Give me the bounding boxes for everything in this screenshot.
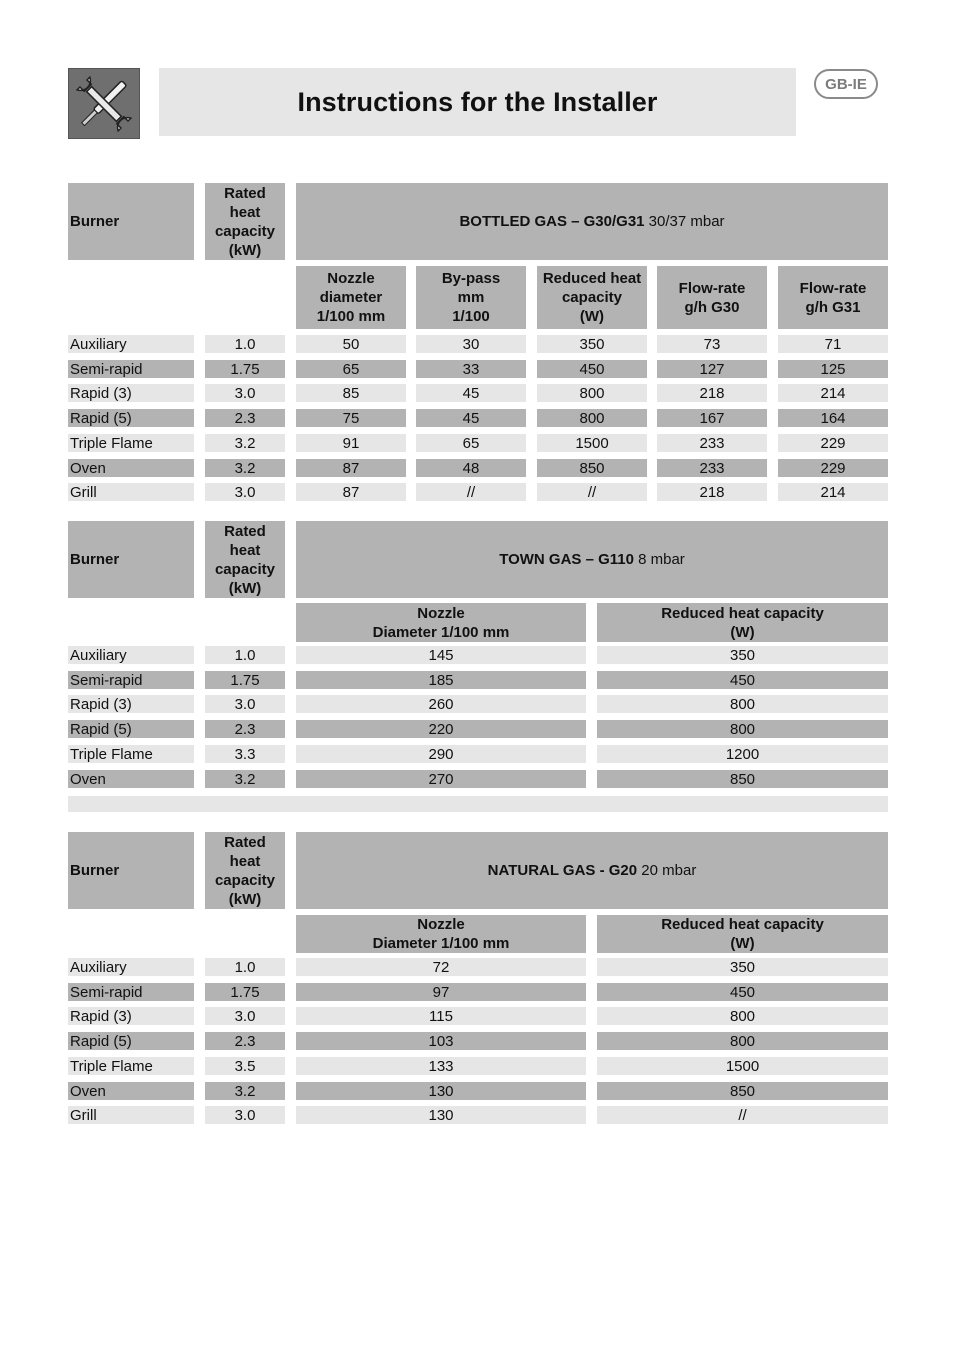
gas-type-header	[296, 183, 888, 260]
value-cell: 167	[657, 409, 767, 427]
value-cell: 290	[296, 745, 586, 763]
value-cell: 233	[657, 459, 767, 477]
rated-capacity-cell: 3.2	[205, 459, 285, 477]
value-cell: 350	[597, 646, 888, 664]
value-cell: 145	[296, 646, 586, 664]
value-cell: 72	[296, 958, 586, 976]
value-cell: 800	[597, 720, 888, 738]
burner-name-cell: Oven	[68, 770, 194, 788]
value-cell: 350	[537, 335, 647, 353]
rated-capacity-cell: 3.0	[205, 483, 285, 501]
column-header: Nozzle Diameter 1/100 mm	[296, 915, 586, 953]
rated-capacity-cell: 3.0	[205, 1007, 285, 1025]
value-cell: 800	[597, 1032, 888, 1050]
column-header: Flow-rate g/h G30	[657, 266, 767, 329]
value-cell: 65	[296, 360, 406, 378]
rated-capacity-cell: 1.75	[205, 671, 285, 689]
table-separator	[68, 796, 888, 812]
value-cell: 850	[597, 1082, 888, 1100]
rated-capacity-header: Rated heat capacity (kW)	[205, 521, 285, 598]
value-cell: 125	[778, 360, 888, 378]
rated-capacity-cell: 1.0	[205, 646, 285, 664]
gas-type-name: BOTTLED GAS – G30/G31	[459, 213, 645, 230]
value-cell: 133	[296, 1057, 586, 1075]
rated-capacity-header: Rated heat capacity (kW)	[205, 183, 285, 260]
value-cell: 350	[597, 958, 888, 976]
burner-header: Burner	[68, 183, 194, 260]
burner-name-cell: Triple Flame	[68, 434, 194, 452]
rated-capacity-cell: 3.0	[205, 1106, 285, 1124]
value-cell: 1500	[597, 1057, 888, 1075]
value-cell: 218	[657, 384, 767, 402]
value-cell: 218	[657, 483, 767, 501]
value-cell: 450	[537, 360, 647, 378]
rated-capacity-cell: 1.0	[205, 958, 285, 976]
value-cell: 850	[597, 770, 888, 788]
value-cell: 800	[597, 695, 888, 713]
page-title: Instructions for the Installer	[159, 68, 796, 136]
value-cell: 115	[296, 1007, 586, 1025]
value-cell: 45	[416, 384, 526, 402]
value-cell: //	[597, 1106, 888, 1124]
burner-name-cell: Rapid (3)	[68, 384, 194, 402]
column-header: Flow-rate g/h G31	[778, 266, 888, 329]
burner-name-cell: Oven	[68, 1082, 194, 1100]
burner-name-cell: Auxiliary	[68, 335, 194, 353]
value-cell: 214	[778, 384, 888, 402]
value-cell: 85	[296, 384, 406, 402]
column-header: Nozzle diameter 1/100 mm	[296, 266, 406, 329]
burner-name-cell: Rapid (5)	[68, 1032, 194, 1050]
value-cell: 103	[296, 1032, 586, 1050]
value-cell: 45	[416, 409, 526, 427]
value-cell: 850	[537, 459, 647, 477]
rated-capacity-cell: 1.75	[205, 360, 285, 378]
burner-name-cell: Triple Flame	[68, 745, 194, 763]
rated-capacity-cell: 3.5	[205, 1057, 285, 1075]
gas-type-name: NATURAL GAS - G20	[487, 862, 638, 879]
value-cell: 127	[657, 360, 767, 378]
column-header: Reduced heat capacity (W)	[597, 603, 888, 642]
value-cell: 30	[416, 335, 526, 353]
burner-name-cell: Rapid (3)	[68, 1007, 194, 1025]
value-cell: 71	[778, 335, 888, 353]
value-cell: 65	[416, 434, 526, 452]
burner-name-cell: Oven	[68, 459, 194, 477]
value-cell: 214	[778, 483, 888, 501]
burner-name-cell: Rapid (5)	[68, 409, 194, 427]
column-header: Reduced heat capacity (W)	[597, 915, 888, 953]
value-cell: 130	[296, 1082, 586, 1100]
burner-name-cell: Semi-rapid	[68, 983, 194, 1001]
gas-type-header	[296, 832, 888, 909]
value-cell: 164	[778, 409, 888, 427]
value-cell: 75	[296, 409, 406, 427]
rated-capacity-cell: 1.0	[205, 335, 285, 353]
value-cell: 87	[296, 483, 406, 501]
value-cell: 185	[296, 671, 586, 689]
burner-name-cell: Semi-rapid	[68, 671, 194, 689]
value-cell: 450	[597, 983, 888, 1001]
gas-type-header	[296, 521, 888, 598]
gas-type-name: TOWN GAS – G110	[499, 551, 634, 568]
value-cell: 229	[778, 434, 888, 452]
value-cell: 233	[657, 434, 767, 452]
burner-name-cell: Semi-rapid	[68, 360, 194, 378]
value-cell: //	[416, 483, 526, 501]
column-header: Reduced heat capacity (W)	[537, 266, 647, 329]
gas-pressure: 30/37 mbar	[644, 213, 725, 230]
rated-capacity-cell: 3.2	[205, 434, 285, 452]
burner-name-cell: Grill	[68, 1106, 194, 1124]
value-cell: 97	[296, 983, 586, 1001]
burner-name-cell: Triple Flame	[68, 1057, 194, 1075]
value-cell: 800	[597, 1007, 888, 1025]
value-cell: 220	[296, 720, 586, 738]
value-cell: 450	[597, 671, 888, 689]
burner-name-cell: Grill	[68, 483, 194, 501]
tools-icon	[68, 68, 140, 139]
burner-header: Burner	[68, 832, 194, 909]
rated-capacity-cell: 2.3	[205, 1032, 285, 1050]
rated-capacity-cell: 3.0	[205, 695, 285, 713]
burner-header: Burner	[68, 521, 194, 598]
rated-capacity-cell: 3.3	[205, 745, 285, 763]
value-cell: 1200	[597, 745, 888, 763]
gas-pressure: 20 mbar	[637, 862, 697, 879]
burner-name-cell: Rapid (5)	[68, 720, 194, 738]
value-cell: //	[537, 483, 647, 501]
value-cell: 33	[416, 360, 526, 378]
value-cell: 87	[296, 459, 406, 477]
rated-capacity-cell: 3.0	[205, 384, 285, 402]
rated-capacity-cell: 2.3	[205, 409, 285, 427]
rated-capacity-cell: 3.2	[205, 770, 285, 788]
rated-capacity-cell: 1.75	[205, 983, 285, 1001]
burner-name-cell: Auxiliary	[68, 646, 194, 664]
column-header: By-pass mm 1/100	[416, 266, 526, 329]
value-cell: 73	[657, 335, 767, 353]
value-cell: 130	[296, 1106, 586, 1124]
rated-capacity-cell: 3.2	[205, 1082, 285, 1100]
value-cell: 1500	[537, 434, 647, 452]
column-header: Nozzle Diameter 1/100 mm	[296, 603, 586, 642]
rated-capacity-header: Rated heat capacity (kW)	[205, 832, 285, 909]
value-cell: 260	[296, 695, 586, 713]
value-cell: 48	[416, 459, 526, 477]
burner-name-cell: Rapid (3)	[68, 695, 194, 713]
language-badge: GB-IE	[814, 69, 878, 99]
value-cell: 800	[537, 409, 647, 427]
burner-name-cell: Auxiliary	[68, 958, 194, 976]
value-cell: 800	[537, 384, 647, 402]
value-cell: 270	[296, 770, 586, 788]
value-cell: 50	[296, 335, 406, 353]
gas-pressure: 8 mbar	[633, 551, 685, 568]
value-cell: 229	[778, 459, 888, 477]
value-cell: 91	[296, 434, 406, 452]
rated-capacity-cell: 2.3	[205, 720, 285, 738]
